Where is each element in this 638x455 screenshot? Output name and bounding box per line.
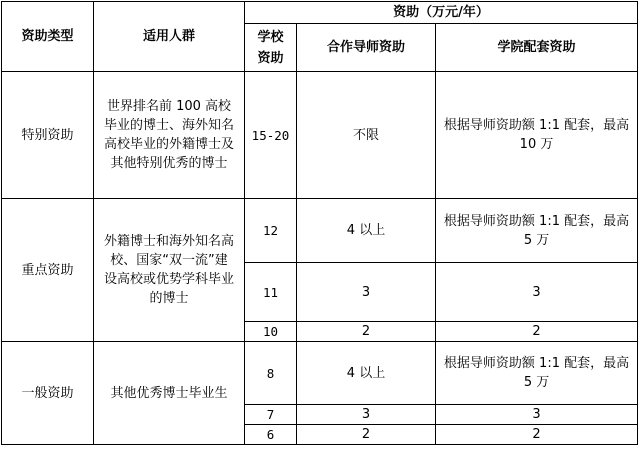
header-mentor: 合作导师资助: [297, 24, 436, 72]
header-school: [245, 24, 297, 72]
cell-key-school-3: 10: [245, 322, 297, 342]
cell-general-type: 一般资助: [2, 342, 94, 445]
general-target-text: 其他优秀博士毕业生: [110, 385, 228, 401]
cell-general-college-2: 3: [436, 405, 638, 425]
funding-table: [1, 1, 638, 445]
header-type: 资助类型: [2, 2, 94, 72]
cell-key-mentor-3: 2: [297, 322, 436, 342]
general-college-text: 根据导师资助额 1:1 配套，最高 5 万: [443, 356, 630, 390]
cell-key-college-2: 3: [436, 263, 638, 322]
cell-key-school-1: 12: [245, 199, 297, 263]
cell-general-school-1: 8: [245, 342, 297, 405]
cell-key-mentor-2: 3: [297, 263, 436, 322]
cell-general-college-1: [436, 342, 638, 405]
cell-key-college-1: [436, 199, 638, 263]
cell-special-type: 特别资助: [2, 72, 94, 199]
cell-general-school-2: 7: [245, 405, 297, 425]
header-school-label: 学校资助: [257, 29, 284, 66]
cell-general-school-3: 6: [245, 425, 297, 445]
cell-general-mentor-3: 2: [297, 425, 436, 445]
cell-key-mentor-1: 4 以上: [297, 199, 436, 263]
cell-key-school-2: 11: [245, 263, 297, 322]
cell-general-mentor-1: 4 以上: [297, 342, 436, 405]
cell-key-target: [94, 199, 245, 342]
cell-key-type: 重点资助: [2, 199, 94, 342]
cell-special-school: 15-20: [245, 72, 297, 199]
cell-general-target: [94, 342, 245, 445]
key-college-text: 根据导师资助额 1:1 配套，最高 5 万: [443, 213, 630, 248]
key-target-text: 外籍博士和海外知名高校、国家“双一流”建设高校或优势学科毕业的博士: [104, 234, 235, 306]
special-target-text: 世界排名前 100 高校毕业的博士、海外知名高校毕业的外籍博士及其他特别优秀的博士: [104, 99, 235, 171]
header-college: 学院配套资助: [436, 24, 638, 72]
cell-special-mentor: 不限: [297, 72, 436, 199]
cell-special-college: [436, 72, 638, 199]
cell-general-mentor-2: 3: [297, 405, 436, 425]
cell-key-college-3: 2: [436, 322, 638, 342]
header-target: 适用人群: [94, 2, 245, 72]
cell-general-college-3: 2: [436, 425, 638, 445]
special-college-text: 根据导师资助额 1:1 配套，最高 10 万: [443, 118, 630, 152]
cell-special-target: [94, 72, 245, 199]
header-funding-group: 资助（万元/年）: [245, 2, 638, 24]
